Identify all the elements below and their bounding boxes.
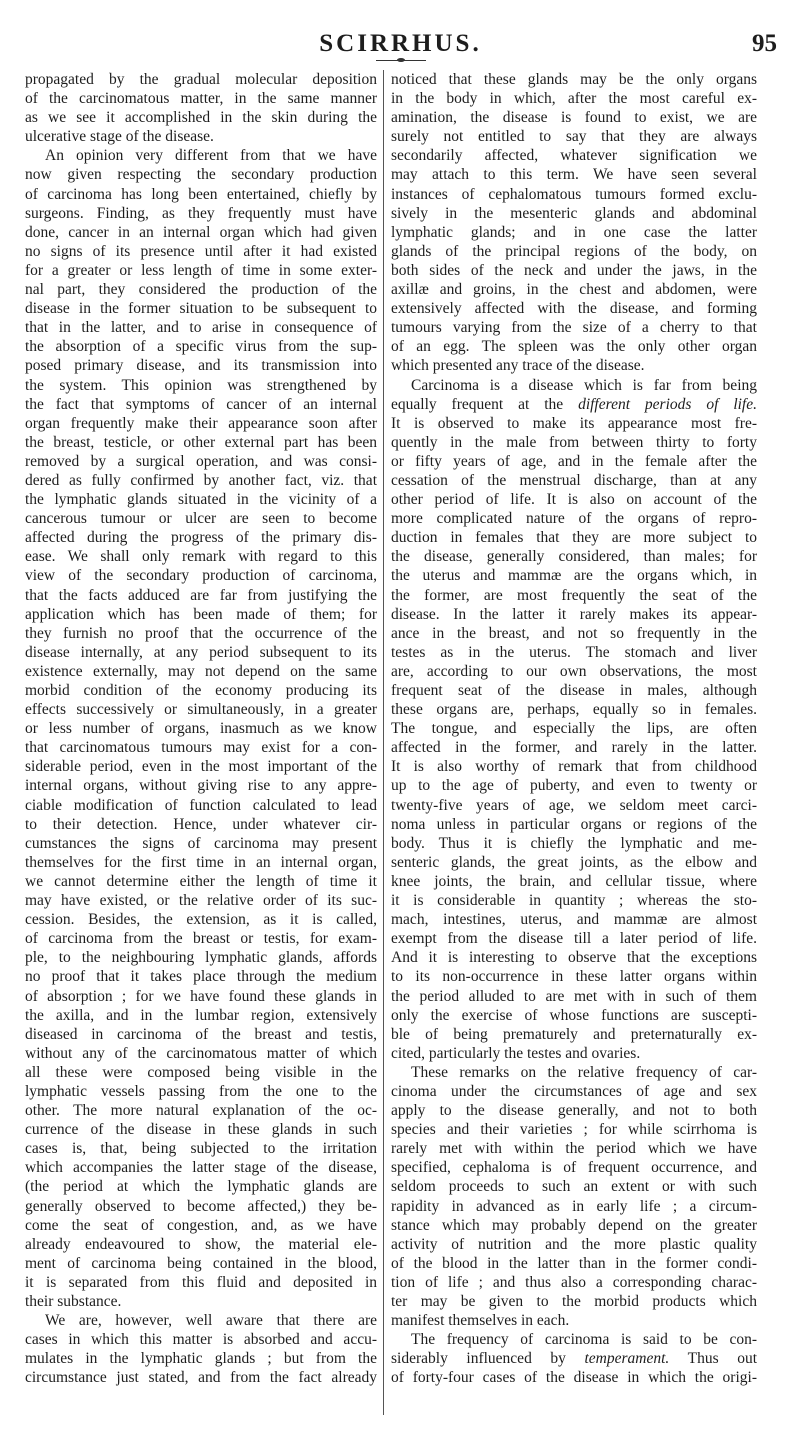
text-line: come the seat of congestion, and, as we have xyxy=(25,1216,377,1234)
text-line: surgeons. Finding, as they frequently must have xyxy=(25,204,377,222)
text-line: An opinion very different from that we have xyxy=(45,147,377,165)
text-line: posed primary disease, and its transmission into xyxy=(25,357,377,375)
text-line: manifest themselves in each. xyxy=(391,1312,570,1330)
text-line: more complicated nature of the organs of repro- xyxy=(391,510,757,528)
text-line: cancerous tumour or ulcer are seen to become xyxy=(25,510,377,528)
text-line: or less number of organs, inasmuch as we know xyxy=(25,720,377,738)
text-line: axillæ and groins, in the chest and abdomen, were xyxy=(391,281,757,299)
running-head-title: SCIRRHUS. xyxy=(319,30,482,57)
text-line: seldom proceeds to such an extent or with such xyxy=(391,1178,757,1196)
text-line: the uterus and mammæ are the organs which, in xyxy=(391,567,757,585)
text-line: no signs of its presence until after it had existed xyxy=(25,242,377,260)
page-number: 95 xyxy=(752,30,777,57)
text-line: other. The more natural explanation of the oc- xyxy=(25,1102,377,1120)
text-line: both sides of the neck and under the jaws, in the xyxy=(391,261,757,279)
text-line: body. Thus it is chiefly the lymphatic and me- xyxy=(391,834,757,852)
italic-text: different periods of life. xyxy=(578,395,757,413)
text-line: the former, are most frequently the seat of the xyxy=(391,586,757,604)
text-line: extensively affected with the disease, and forming xyxy=(391,300,757,318)
text-line: may attach to this term. We have seen several xyxy=(391,166,757,184)
text-line: view of the secondary production of carcinoma, xyxy=(25,567,377,585)
text-line: ble of being prematurely and preternaturally ex- xyxy=(391,1025,757,1043)
text-line: The tongue, and especially the lips, are often xyxy=(391,720,757,738)
text-line: diseased in carcinoma of the breast and testis, xyxy=(25,1025,377,1043)
text-line: instances of cephalomatous tumours formed exclu- xyxy=(391,185,757,203)
text-line: cession. Besides, the extension, as it is called, xyxy=(25,911,377,929)
text-line: rapidity in advanced as in early life ; a circum- xyxy=(391,1197,757,1215)
text-line: cumstances the signs of carcinoma may present xyxy=(25,834,377,852)
text-line: now given respecting the secondary production xyxy=(25,166,377,184)
text-line: We are, however, well aware that there are xyxy=(45,1312,377,1330)
text-line: duction in females that they are more subject to xyxy=(391,529,757,547)
text-line: disease. In the latter it rarely makes its appear- xyxy=(391,605,757,623)
text-line: morbid condition of the economy producing its xyxy=(25,682,377,699)
text-line: These remarks on the relative frequency of car- xyxy=(411,1063,757,1081)
right-text-column xyxy=(391,70,757,1420)
text-line: the breast, testicle, or other external part has been xyxy=(25,433,377,451)
text-line: effects successively or simultaneously, in a greater xyxy=(25,701,377,719)
text-line: of the blood in the latter than in the former condi- xyxy=(391,1254,757,1272)
text-line: up to the age of puberty, and even to twenty or xyxy=(391,777,757,795)
text-line: of forty-four cases of the disease in which the origi- xyxy=(391,1369,757,1387)
text-line: done, cancer in an internal organ which had given xyxy=(25,223,377,241)
text-line: ulcerative stage of the disease. xyxy=(25,128,214,146)
text-line: for a greater or less length of time in some exter- xyxy=(25,261,377,279)
text-line: knee joints, the brain, and cellular tissue, where xyxy=(391,872,757,890)
text-line: themselves for the first time in an internal organ, xyxy=(25,853,377,871)
text-line: glands of the principal regions of the body, on xyxy=(391,242,757,260)
text-line: the system. This opinion was strengthened by xyxy=(25,376,377,394)
text-line: ter may be given to the morbid products which xyxy=(391,1293,757,1310)
text-line: ment of carcinoma being contained in the blood, xyxy=(25,1254,377,1272)
text-line: the axilla, and in the lumbar region, extensively xyxy=(25,1006,377,1024)
text-line: frequent seat of the disease in males, although xyxy=(391,682,757,699)
header-ornament xyxy=(376,60,426,61)
text-line: dered as fully confirmed by another fact, viz. that xyxy=(25,471,377,489)
text-line: amination, the disease is found to exist, we are xyxy=(391,109,757,127)
text-line: of the carcinomatous matter, in the same manner xyxy=(25,90,377,108)
text-line: cases in which this matter is absorbed and accu- xyxy=(25,1331,377,1349)
text-line: disease internally, at any period subsequent to its xyxy=(25,643,377,661)
text-line: ease. We shall only remark with regard to this xyxy=(25,548,377,566)
text-line: generally observed to become affected,) they be- xyxy=(25,1197,377,1215)
text-line: the absorption of a specific virus from the sup- xyxy=(25,338,377,356)
text-line: internal organs, without giving rise to any appre- xyxy=(25,777,377,795)
text-line: of carcinoma from the breast or testis, for exam- xyxy=(25,930,377,948)
text-line: rarely met with within the period which we have xyxy=(391,1140,757,1158)
text-line: as we see it accomplished in the skin during the xyxy=(25,109,377,127)
text-line: their substance. xyxy=(25,1293,122,1310)
text-line: Carcinoma is a disease which is far from being xyxy=(411,376,757,394)
text-line: mulates in the lymphatic glands ; but from the xyxy=(25,1350,377,1368)
text-line: apply to the disease generally, and not to both xyxy=(391,1102,757,1120)
text-line: or fifty years of age, and in the female after the xyxy=(391,452,757,470)
text-line: are, according to our own observations, the most xyxy=(391,662,757,680)
text-line: it is separated from this fluid and deposited in xyxy=(25,1273,377,1291)
text-line: lymphatic vessels passing from the one to the xyxy=(25,1082,377,1100)
text-line: that the facts adduced are far from justifying the xyxy=(25,586,377,604)
text-line: It is observed to make its appearance most fre- xyxy=(391,414,757,432)
text-line: activity of nutrition and the more plastic quality xyxy=(391,1235,757,1253)
text-line: affected during the progress of the primary dis- xyxy=(25,529,377,547)
text-line: tion of life ; and thus also a corresponding charac- xyxy=(391,1273,757,1291)
text-line: twenty-five years of age, we seldom meet carci- xyxy=(391,796,757,814)
text-line: to its non-occurrence in these latter organs within xyxy=(391,968,757,986)
italic-text: temperament. xyxy=(584,1350,670,1368)
text-line: the period alluded to are met with in such of them xyxy=(391,987,757,1005)
text-line: it is considerable in quantity ; whereas the sto- xyxy=(391,892,757,910)
text-line: And it is interesting to observe that the exceptions xyxy=(391,949,757,967)
text-line: to their detection. Hence, under whatever cir- xyxy=(25,815,377,833)
text-line: propagated by the gradual molecular deposition xyxy=(25,71,377,88)
text-line: of carcinoma has long been entertained, chiefly by xyxy=(25,185,377,203)
text-line: the fact that symptoms of cancer of an internal xyxy=(25,395,377,413)
text-line: (the period at which the lymphatic glands are xyxy=(25,1178,377,1196)
text-line: already endeavoured to show, the material ele- xyxy=(25,1235,377,1253)
text-line: ance in the breast, and not so frequently in the xyxy=(391,624,757,642)
text-line: circumstance just stated, and from the fact already xyxy=(25,1369,377,1387)
text-line: tumours varying from the size of a cherry to that xyxy=(391,319,757,337)
text-line: ciable modification of function calculated to lead xyxy=(25,796,377,814)
text-line: noticed that these glands may be the only organs xyxy=(391,71,757,88)
text-line: only the exercise of whose functions are suscepti- xyxy=(391,1006,757,1024)
text-line: of an egg. The spleen was the only other organ xyxy=(391,338,757,356)
text-line: all these were composed being visible in the xyxy=(25,1063,377,1081)
text-line: cinoma under the circumstances of age and sex xyxy=(391,1082,757,1100)
text-line: siderably influenced by temperament. Thus out xyxy=(391,1350,757,1368)
text-line: existence externally, may not depend on the same xyxy=(25,662,377,680)
text-line: senteric glands, the great joints, as the elbow and xyxy=(391,853,757,871)
text-line: secondarily affected, whatever signification we xyxy=(391,147,757,165)
text-line: surely not entitled to say that they are always xyxy=(391,128,757,146)
text-line: cases is, that, being subjected to the irritation xyxy=(25,1140,377,1158)
left-text-column xyxy=(25,70,377,1420)
text-line: which accompanies the latter stage of the disease, xyxy=(25,1159,377,1177)
text-line: specified, cephaloma is of frequent occurrence, and xyxy=(391,1159,757,1177)
text-line: without any of the carcinomatous matter of which xyxy=(25,1044,377,1062)
text-line: the lymphatic glands situated in the vicinity of a xyxy=(25,491,377,509)
text-line: cited, particularly the testes and ovaries. xyxy=(391,1044,641,1062)
text-line: affected in the former, and rarely in the latter. xyxy=(391,739,757,757)
column-divider xyxy=(383,70,384,1415)
text-line: these organs are, perhaps, equally so in females. xyxy=(391,701,757,719)
text-line: that in the latter, and to arise in consequence of xyxy=(25,319,377,337)
text-line: testes as in the uterus. The stomach and liver xyxy=(391,643,757,661)
text-line: organ frequently make their appearance soon after xyxy=(25,414,377,432)
text-line: the disease, generally considered, than males; for xyxy=(391,548,757,566)
text-line: mach, intestines, uterus, and mammæ are almost xyxy=(391,911,757,929)
text-line: The frequency of carcinoma is said to be con- xyxy=(411,1331,757,1349)
text-line: siderable period, even in the most important of the xyxy=(25,758,377,776)
text-line: lymphatic glands; and in one case the latter xyxy=(391,223,757,241)
text-line: disease in the former situation to be subsequent to xyxy=(25,300,377,318)
text-line: cessation of the menstrual discharge, than at any xyxy=(391,471,757,489)
text-line: removed by a surgical operation, and was consi- xyxy=(25,452,377,470)
text-line: ple, to the neighbouring lymphatic glands, affords xyxy=(25,949,377,967)
text-line: in the body in which, after the most careful ex- xyxy=(391,90,757,108)
text-line: application which has been made of them; for xyxy=(25,605,377,623)
text-line: we cannot determine either the length of time it xyxy=(25,872,377,890)
text-line: no proof that it takes place through the medium xyxy=(25,968,377,986)
text-line: noma unless in particular organs or regions of the xyxy=(391,815,757,833)
text-line: nal part, they considered the production of the xyxy=(25,281,377,299)
text-line: It is also worthy of remark that from childhood xyxy=(391,758,757,776)
text-line: of absorption ; for we have found these glands in xyxy=(25,987,377,1005)
text-line: that carcinomatous tumours may exist for a con- xyxy=(25,739,377,757)
text-line: stance which may probably depend on the greater xyxy=(391,1216,757,1234)
text-line: which presented any trace of the disease. xyxy=(391,357,645,375)
text-line: species and their varieties ; for while scirrhoma is xyxy=(391,1121,757,1139)
text-line: equally frequent at the different periods of life. xyxy=(391,395,757,413)
text-line: they furnish no proof that the occurrence of the xyxy=(25,624,377,642)
text-line: currence of the disease in these glands in such xyxy=(25,1121,377,1139)
text-line: exempt from the disease till a later period of life. xyxy=(391,930,757,948)
text-line: other period of life. It is also on account of the xyxy=(391,491,757,509)
text-line: quently in the male from between thirty to forty xyxy=(391,433,757,451)
text-line: may have existed, or the relative order of its suc- xyxy=(25,892,377,910)
text-line: sively in the mesenteric glands and abdominal xyxy=(391,204,757,222)
